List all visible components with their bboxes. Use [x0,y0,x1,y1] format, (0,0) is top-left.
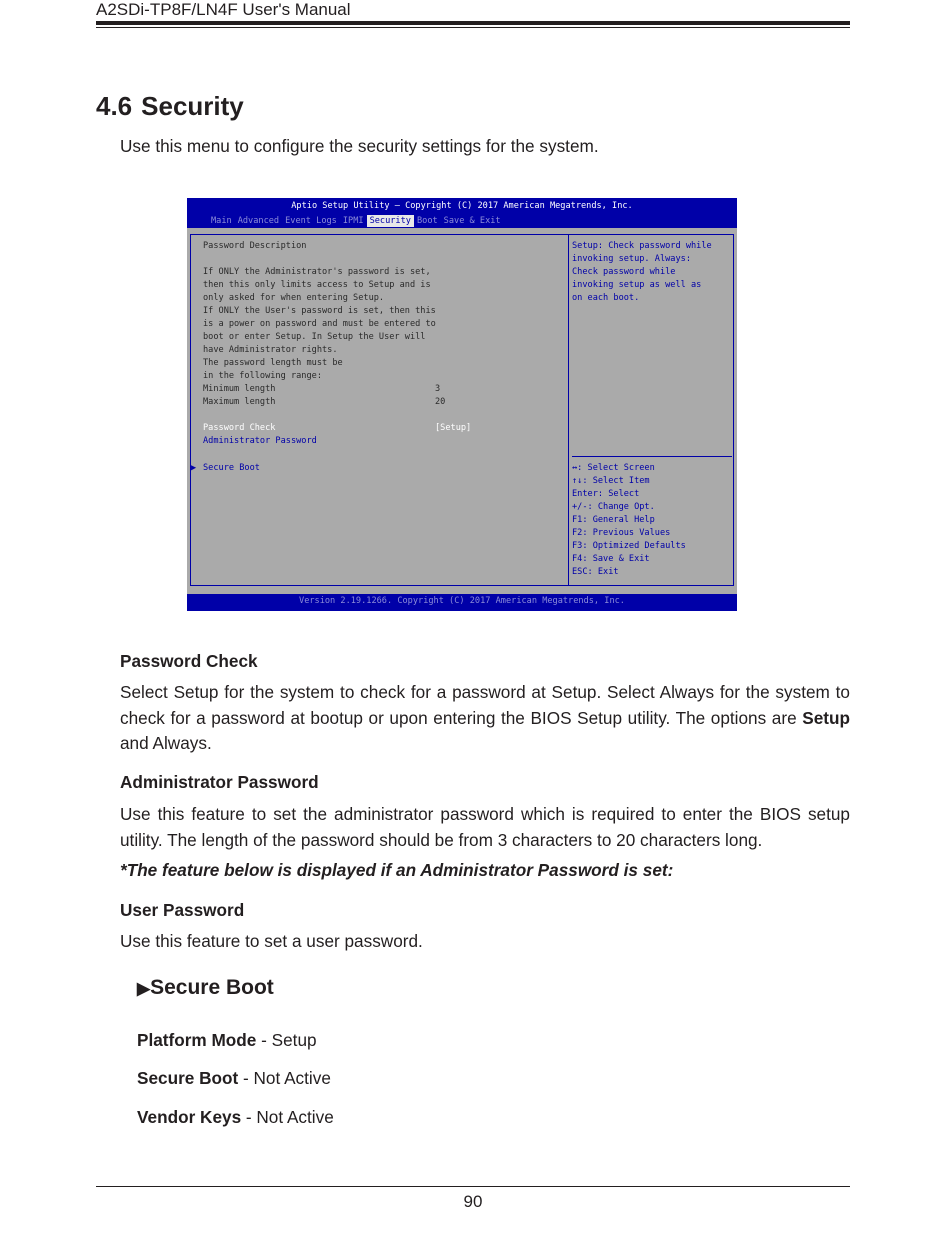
bios-help-line: invoking setup. Always: [572,254,691,264]
page-number: 90 [463,1192,483,1211]
secure-boot-item [137,1067,331,1089]
bios-desc-line: then this only limits access to Setup and is [203,280,431,290]
bios-tab-save-exit[interactable]: Save & Exit [443,216,501,226]
header-rule-thin [96,27,850,28]
section-intro: Use this menu to configure the security settings for the system. [120,136,599,156]
manual-title: A2SDi-TP8F/LN4F User's Manual [96,0,351,19]
bios-key-hint: F4: Save & Exit [572,554,650,564]
vendor-keys-value: - Not Active [241,1107,334,1127]
bios-panel-divider [568,234,569,586]
section-number: 4.6 [96,91,133,121]
platform-mode-label: Platform Mode [137,1030,257,1050]
password-check-default: Setup [802,707,850,728]
bios-password-check-value[interactable]: [Setup] [435,423,472,433]
password-check-description [120,680,850,757]
password-check-text-end: and Always. [120,733,212,753]
bios-title-text: Aptio Setup Utility – Copyright (C) 2017 American Megatrends, Inc. [291,201,633,211]
bios-tab-boot[interactable]: Boot [416,216,438,226]
bios-tab-main[interactable]: Main [211,216,232,226]
bios-help-separator [572,456,732,457]
vendor-keys-item [137,1106,334,1128]
bios-tab-event-logs[interactable]: Event Logs [285,216,337,226]
secure-boot-label: Secure Boot [137,1068,239,1088]
bios-secure-boot-option[interactable]: Secure Boot [203,463,260,473]
bios-min-length-value: 3 [435,384,441,394]
section-title [96,90,253,122]
secure-boot-title: Secure Boot [150,976,274,999]
bios-key-hint: Enter: Select [572,489,640,499]
password-check-text: Select Setup for the system to check for a password at Setup. Select Always for the system to check for a password at bootup or upon entering the BIOS Setup utility. The options are [120,682,850,728]
submenu-arrow-icon: ▶ [137,979,151,998]
bios-key-hint: F3: Optimized Defaults [572,541,686,551]
user-password-description: Use this feature to set a user password. [120,931,423,951]
bios-desc-line: is a power on password and must be entered to [203,319,436,329]
bios-desc-line: If ONLY the User's password is set, then this [203,306,436,316]
bios-key-hint: F2: Previous Values [572,528,671,538]
bios-help-line: Setup: Check password while [572,241,712,251]
bios-help-line: Check password while [572,267,676,277]
bios-tab-security[interactable]: Security [367,215,414,227]
bios-key-hint: +/-: Change Opt. [572,502,655,512]
bios-submenu-arrow-icon: ▶ [191,463,197,473]
secure-boot-value: - Not Active [238,1068,331,1088]
bios-key-hint: ↑↓: Select Item [572,476,650,486]
bios-help-line: on each boot. [572,293,640,303]
bios-tab-advanced[interactable]: Advanced [237,216,280,226]
user-password-heading: User Password [120,900,245,920]
platform-mode-value: - Setup [256,1030,317,1050]
admin-password-note: *The feature below is displayed if an Administrator Password is set: [120,860,674,880]
password-check-heading: Password Check [120,651,258,671]
bios-key-hint: ↔: Select Screen [572,463,655,473]
section-name: Security [141,91,244,121]
bios-desc-line: in the following range: [203,371,322,381]
bios-desc-line: The password length must be [203,358,343,368]
bios-desc-line: boot or enter Setup. In Setup the User will [203,332,426,342]
administrator-password-heading: Administrator Password [120,772,319,792]
bios-administrator-password-option[interactable]: Administrator Password [203,436,317,446]
bios-footer-text: Version 2.19.1266. Copyright (C) 2017 American Megatrends, Inc. [299,596,625,606]
footer-rule [96,1186,850,1187]
bios-menu-bar [208,215,504,227]
platform-mode-item [137,1029,317,1051]
bios-key-hint: F1: General Help [572,515,655,525]
bios-min-length-label: Minimum length [203,384,276,394]
vendor-keys-label: Vendor Keys [137,1107,242,1127]
bios-desc-line: If ONLY the Administrator's password is set, [203,267,431,277]
bios-desc-line: only asked for when entering Setup. [203,293,385,303]
bios-desc-line: have Administrator rights. [203,345,338,355]
bios-password-check-option[interactable]: Password Check [203,423,276,433]
bios-screenshot [187,198,737,611]
administrator-password-description: Use this feature to set the administrator password which is required to enter the BIOS setup utility. The length of the password should be from 3 characters to 20 characters long. [120,804,850,850]
bios-max-length-value: 20 [435,397,446,407]
bios-tab-ipmi[interactable]: IPMI [342,216,364,226]
secure-boot-heading [137,975,274,1002]
header-rule [96,21,850,25]
bios-desc-line: Password Description [203,241,307,251]
bios-key-hint: ESC: Exit [572,567,619,577]
bios-max-length-label: Maximum length [203,397,276,407]
bios-help-line: invoking setup as well as [572,280,702,290]
